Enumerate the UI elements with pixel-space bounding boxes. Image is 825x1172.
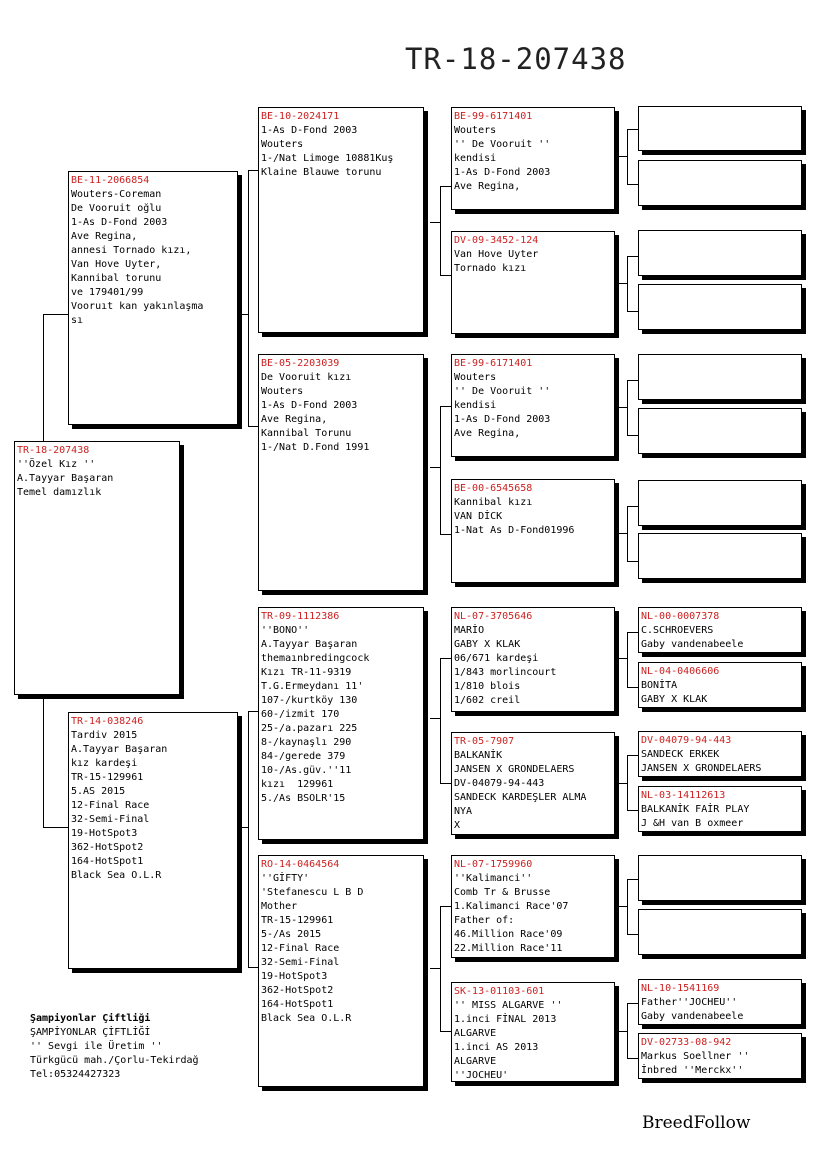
connector-line	[430, 467, 440, 468]
connector-line	[248, 170, 258, 171]
pedigree-box-granddam-maternal[interactable]	[258, 855, 424, 1087]
connector-line	[627, 687, 638, 688]
pedigree-text-line: 06/671 kardeşi	[454, 653, 539, 664]
pedigree-text-line: 1-As D-Fond 2003	[454, 414, 551, 425]
pedigree-text-line: ''JOCHEU'	[454, 1070, 509, 1081]
pedigree-box-ancestor[interactable]	[638, 662, 802, 708]
connector-line	[248, 711, 258, 712]
connector-line	[440, 906, 451, 907]
pedigree-text-line: kendisi	[454, 400, 497, 411]
connector-line	[627, 561, 638, 562]
pedigree-box-ancestor[interactable]	[451, 107, 615, 210]
connector-line	[627, 1003, 638, 1004]
ring-number: BE-99-6171401	[454, 111, 533, 122]
connector-line	[440, 534, 451, 535]
pedigree-text-line: Father''JOCHEU''	[641, 997, 738, 1008]
pedigree-text-line: GABY X KLAK	[454, 639, 521, 650]
pedigree-text-line: 362-HotSpot2	[261, 985, 334, 996]
ring-number: DV-02733-08-942	[641, 1037, 732, 1048]
connector-line	[627, 879, 638, 880]
pedigree-text-line: ALGARVE	[454, 1056, 497, 1067]
connector-line	[627, 256, 628, 311]
farm-phone: Tel:05324427323	[30, 1069, 121, 1080]
pedigree-text-line: DV-04079-94-443	[454, 778, 545, 789]
pedigree-text-line: JANSEN X GRONDELAERS	[641, 763, 762, 774]
pedigree-text-line: Tornado kızı	[454, 263, 527, 274]
pedigree-box-ancestor[interactable]	[638, 1033, 802, 1079]
pedigree-box-ancestor[interactable]	[451, 855, 615, 958]
pedigree-box-ancestor[interactable]	[638, 731, 802, 777]
pedigree-text-line: VAN DİCK	[454, 511, 503, 522]
pedigree-text-line: A.Tayyar Başaran	[261, 639, 358, 650]
pedigree-text-line: 164-HotSpot1	[71, 856, 144, 867]
pedigree-box-ancestor[interactable]	[451, 982, 615, 1082]
connector-line	[627, 506, 638, 507]
pedigree-text-line: BONİTA	[641, 680, 678, 691]
pedigree-text-line: Ave Regina,	[454, 181, 521, 192]
connector-line	[43, 827, 68, 828]
ring-number: NL-03-14112613	[641, 790, 726, 801]
connector-line	[430, 718, 440, 719]
connector-line	[627, 129, 628, 184]
pedigree-text-line: 8-/kaynaşlı 290	[261, 737, 352, 748]
pedigree-text-line: 22.Million Race'11	[454, 943, 563, 954]
pedigree-box-ancestor[interactable]	[451, 231, 615, 334]
pedigree-box-empty[interactable]	[638, 230, 802, 276]
ring-number: NL-07-3705646	[454, 611, 533, 622]
farm-slogan: '' Sevgi ile Üretim ''	[30, 1041, 163, 1052]
pedigree-text-line: Kannibal kızı	[454, 497, 533, 508]
ring-number: SK-13-01103-601	[454, 986, 545, 997]
pedigree-text-line: Klaine Blauwe torunu	[261, 167, 382, 178]
pedigree-text-line: C.SCHROEVERS	[641, 625, 714, 636]
connector-line	[440, 186, 451, 187]
ring-number: TR-14-038246	[71, 716, 144, 727]
pedigree-text-line: 1.inci FİNAL 2013	[454, 1014, 557, 1025]
pedigree-box-ancestor[interactable]	[451, 479, 615, 583]
connector-line	[617, 407, 627, 408]
ring-number: TR-05-7907	[454, 736, 515, 747]
ring-number: BE-00-6545658	[454, 483, 533, 494]
connector-line	[617, 283, 627, 284]
ring-number: NL-10-1541169	[641, 983, 720, 994]
pedigree-box-ancestor[interactable]	[638, 979, 802, 1025]
pedigree-text-line: Comb Tr & Brusse	[454, 887, 551, 898]
connector-line	[627, 755, 628, 810]
pedigree-text-line: 32-Semi-Final	[71, 814, 150, 825]
connector-line	[440, 406, 441, 534]
pedigree-text-line: sı	[71, 315, 84, 326]
connector-line	[248, 711, 249, 967]
pedigree-text-line: ''Özel Kız ''	[17, 459, 96, 470]
connector-line	[248, 170, 249, 426]
pedigree-text-line: TR-15-129961	[261, 915, 334, 926]
connector-line	[440, 658, 441, 783]
pedigree-text-line: A.Tayyar Başaran	[17, 473, 114, 484]
pedigree-text-line: 'Stefanescu L B D	[261, 887, 364, 898]
pedigree-box-ancestor[interactable]	[638, 607, 802, 653]
connector-line	[440, 658, 451, 659]
connector-line	[617, 906, 627, 907]
pedigree-box-grandsire-maternal[interactable]	[258, 607, 424, 840]
ring-number: DV-09-3452-124	[454, 235, 539, 246]
pedigree-text-line: kız kardeşi	[71, 758, 138, 769]
farm-name-upper: ŞAMPİYONLAR ÇİFTLİĞİ	[30, 1027, 151, 1038]
pedigree-text-line: 1-As D-Fond 2003	[261, 400, 358, 411]
connector-line	[617, 1031, 627, 1032]
pedigree-text-line: ''Kalimanci''	[454, 873, 533, 884]
connector-line	[440, 1031, 451, 1032]
pedigree-text-line: annesi Tornado kızı,	[71, 245, 192, 256]
connector-line	[617, 783, 627, 784]
pedigree-text-line: De Vooruit kızı	[261, 372, 352, 383]
connector-line	[440, 906, 441, 1031]
ring-number: TR-09-1112386	[261, 611, 340, 622]
pedigree-text-line: Gaby vandenabeele	[641, 639, 744, 650]
pedigree-text-line: Temel damızlık	[17, 487, 102, 498]
pedigree-text-line: themaınbredingcock	[261, 653, 370, 664]
pedigree-text-line: SANDECK KARDEŞLER ALMA	[454, 792, 587, 803]
pedigree-text-line: 1/602 creil	[454, 695, 521, 706]
connector-line	[627, 1003, 628, 1058]
pedigree-text-line: 1-/Nat D.Fond 1991	[261, 442, 370, 453]
connector-line	[627, 506, 628, 561]
pedigree-text-line: Black Sea O.L.R	[261, 1013, 352, 1024]
pedigree-box-empty[interactable]	[638, 160, 802, 206]
pedigree-box-ancestor[interactable]	[451, 354, 615, 457]
ring-number: NL-00-0007378	[641, 611, 720, 622]
connector-line	[627, 256, 638, 257]
connector-line	[440, 275, 451, 276]
connector-line	[627, 311, 638, 312]
pedigree-text-line: ''GİFTY'	[261, 873, 310, 884]
connector-line	[627, 435, 638, 436]
pedigree-text-line: Father of:	[454, 915, 515, 926]
pedigree-box-grandsire-paternal[interactable]	[258, 107, 424, 333]
pedigree-text-line: JANSEN X GRONDELAERS	[454, 764, 575, 775]
pedigree-text-line: 5-/As 2015	[261, 929, 322, 940]
pedigree-text-line: 5.AS 2015	[71, 786, 126, 797]
pedigree-text-line: Ave Regina,	[71, 231, 138, 242]
pedigree-box-ancestor[interactable]	[451, 732, 615, 835]
connector-line	[627, 934, 638, 935]
connector-line	[238, 314, 248, 315]
pedigree-text-line: Wouters-Coreman	[71, 189, 162, 200]
connector-line	[627, 755, 638, 756]
connector-line	[627, 810, 638, 811]
pedigree-box-empty[interactable]	[638, 909, 802, 955]
pedigree-text-line: 1-As D-Fond 2003	[261, 125, 358, 136]
pedigree-text-line: 60-/izmit 170	[261, 709, 340, 720]
pedigree-text-line: 1-/Nat Limoge 10881Kuş	[261, 153, 394, 164]
pedigree-text-line: '' De Vooruit ''	[454, 139, 551, 150]
ring-number: BE-11-2066854	[71, 175, 150, 186]
pedigree-text-line: Vooruıt kan yakınlaşma	[71, 301, 204, 312]
connector-line	[617, 658, 627, 659]
pedigree-text-line: J &H van B oxmeer	[641, 818, 744, 829]
pedigree-text-line: 1-As D-Fond 2003	[454, 167, 551, 178]
pedigree-box-empty[interactable]	[638, 533, 802, 579]
pedigree-text-line: 12-Final Race	[71, 800, 150, 811]
pedigree-text-line: GABY X KLAK	[641, 694, 708, 705]
connector-line	[617, 533, 627, 534]
ring-number: BE-10-2024171	[261, 111, 340, 122]
pedigree-text-line: NYA	[454, 806, 473, 817]
connector-line	[617, 156, 627, 157]
pedigree-text-line: Kannibal torunu	[71, 273, 162, 284]
farm-name: Şampiyonlar Çiftliği	[30, 1013, 151, 1024]
connector-line	[248, 967, 258, 968]
pedigree-text-line: Black Sea O.L.R	[71, 870, 162, 881]
ring-number: NL-07-1759960	[454, 859, 533, 870]
pedigree-box-ancestor[interactable]	[451, 607, 615, 712]
page-title: TR-18-207438	[405, 42, 627, 76]
connector-line	[43, 314, 68, 315]
pedigree-text-line: 362-HotSpot2	[71, 842, 144, 853]
pedigree-text-line: İnbred ''Merckx''	[641, 1065, 744, 1076]
ring-number: NL-04-0406606	[641, 666, 720, 677]
pedigree-text-line: TR-15-129961	[71, 772, 144, 783]
pedigree-text-line: 5./As BSOLR'15	[261, 793, 346, 804]
connector-line	[627, 380, 638, 381]
pedigree-text-line: 32-Semi-Final	[261, 957, 340, 968]
connector-line	[248, 426, 258, 427]
connector-line	[627, 879, 628, 934]
pedigree-text-line: A.Tayyar Başaran	[71, 744, 168, 755]
connector-line	[627, 184, 638, 185]
pedigree-text-line: kızı 129961	[261, 779, 334, 790]
pedigree-text-line: 164-HotSpot1	[261, 999, 334, 1010]
pedigree-text-line: 12-Final Race	[261, 943, 340, 954]
ring-number: BE-05-2203039	[261, 358, 340, 369]
ring-number: TR-18-207438	[17, 445, 90, 456]
pedigree-box-empty[interactable]	[638, 408, 802, 454]
connector-line	[440, 406, 451, 407]
pedigree-text-line: Wouters	[454, 125, 497, 136]
pedigree-box-ancestor[interactable]	[638, 786, 802, 832]
pedigree-box-empty[interactable]	[638, 354, 802, 400]
pedigree-box-sire[interactable]	[68, 171, 238, 425]
pedigree-text-line: '' De Vooruit ''	[454, 386, 551, 397]
farm-contact-block	[30, 1012, 199, 1082]
pedigree-text-line: X	[454, 820, 461, 831]
pedigree-text-line: De Vooruit oğlu	[71, 203, 162, 214]
pedigree-box-subject[interactable]	[14, 441, 180, 695]
pedigree-text-line: 1-As D-Fond 2003	[71, 217, 168, 228]
pedigree-text-line: ALGARVE	[454, 1028, 497, 1039]
pedigree-text-line: Van Hove Uyter,	[71, 259, 162, 270]
pedigree-text-line: Kannibal Torunu	[261, 428, 352, 439]
pedigree-text-line: ve 179401/99	[71, 287, 144, 298]
pedigree-text-line: kendisi	[454, 153, 497, 164]
pedigree-text-line: 19-HotSpot3	[71, 828, 138, 839]
pedigree-box-empty[interactable]	[638, 480, 802, 526]
pedigree-text-line: Ave Regina,	[454, 428, 521, 439]
connector-line	[627, 129, 638, 130]
pedigree-box-granddam-paternal[interactable]	[258, 354, 424, 591]
pedigree-text-line: BALKANİK	[454, 750, 503, 761]
pedigree-text-line: Tardiv 2015	[71, 730, 138, 741]
pedigree-text-line: Markus Soellner ''	[641, 1051, 750, 1062]
connector-line	[440, 186, 441, 275]
connector-line	[430, 968, 440, 969]
pedigree-text-line: Van Hove Uyter	[454, 249, 539, 260]
pedigree-text-line: 1/843 morlincourt	[454, 667, 557, 678]
connector-line	[430, 222, 440, 223]
ring-number: RO-14-0464564	[261, 859, 340, 870]
pedigree-box-empty[interactable]	[638, 284, 802, 330]
pedigree-text-line: 10-/As.güv.''11	[261, 765, 352, 776]
pedigree-text-line: SANDECK ERKEK	[641, 749, 720, 760]
pedigree-text-line: '' MISS ALGARVE ''	[454, 1000, 563, 1011]
pedigree-text-line: 107-/kurtköy 130	[261, 695, 358, 706]
connector-line	[238, 827, 248, 828]
connector-line	[627, 1058, 638, 1059]
pedigree-text-line: 1-Nat As D-Fond01996	[454, 525, 575, 536]
pedigree-text-line: T.G.Ermeydanı 11'	[261, 681, 364, 692]
connector-line	[440, 783, 451, 784]
pedigree-text-line: 1.inci AS 2013	[454, 1042, 539, 1053]
pedigree-box-empty[interactable]	[638, 855, 802, 901]
pedigree-text-line: BALKANİK FAİR PLAY	[641, 804, 750, 815]
pedigree-text-line: Mother	[261, 901, 298, 912]
pedigree-text-line: 25-/a.pazarı 225	[261, 723, 358, 734]
pedigree-text-line: Ave Regina,	[261, 414, 328, 425]
farm-address: Türkgücü mah./Çorlu-Tekirdağ	[30, 1055, 199, 1066]
brand-logo: BreedFollow	[642, 1113, 751, 1133]
pedigree-text-line: 46.Million Race'09	[454, 929, 563, 940]
pedigree-text-line: MARİO	[454, 625, 485, 636]
pedigree-text-line: Wouters	[454, 372, 497, 383]
pedigree-text-line: Gaby vandenabeele	[641, 1011, 744, 1022]
ring-number: BE-99-6171401	[454, 358, 533, 369]
connector-line	[627, 380, 628, 435]
pedigree-text-line: 1.Kalimanci Race'07	[454, 901, 569, 912]
pedigree-text-line: ''BONO''	[261, 625, 310, 636]
connector-line	[627, 632, 628, 687]
pedigree-text-line: Kızı TR-11-9319	[261, 667, 352, 678]
pedigree-text-line: Wouters	[261, 386, 304, 397]
connector-line	[627, 632, 638, 633]
pedigree-box-empty[interactable]	[638, 106, 802, 151]
pedigree-text-line: 84-/gerede 379	[261, 751, 346, 762]
ring-number: DV-04079-94-443	[641, 735, 732, 746]
pedigree-text-line: 1/810 blois	[454, 681, 521, 692]
pedigree-box-dam[interactable]	[68, 712, 238, 969]
pedigree-text-line: 19-HotSpot3	[261, 971, 328, 982]
pedigree-text-line: Wouters	[261, 139, 304, 150]
